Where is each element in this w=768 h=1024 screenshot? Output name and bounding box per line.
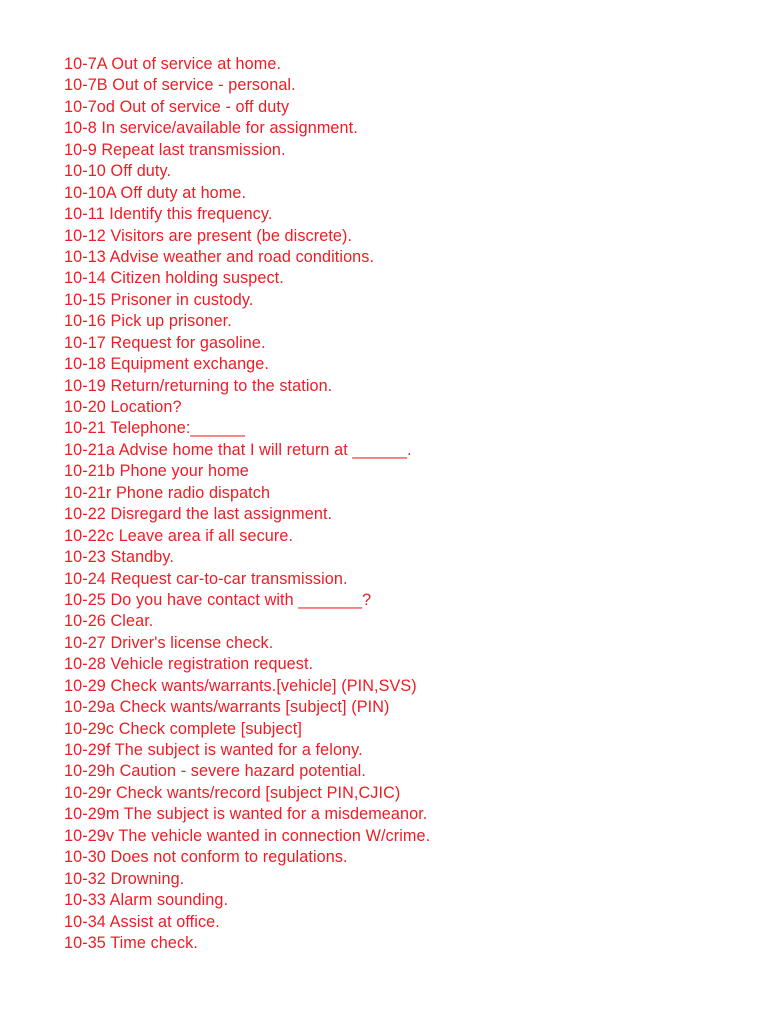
code-line: 10-21 Telephone:______	[64, 419, 246, 438]
code-line: 10-22 Disregard the last assignment.	[64, 505, 333, 524]
code-line: 10-18 Equipment exchange.	[64, 355, 269, 374]
code-line: 10-35 Time check.	[64, 933, 198, 952]
code-line: 10-29a Check wants/warrants [subject] (PIN)	[64, 698, 390, 717]
code-line: 10-27 Driver's license check.	[64, 633, 274, 652]
code-line: 10-34 Assist at office.	[64, 912, 220, 931]
code-line: 10-30 Does not conform to regulations.	[64, 848, 348, 867]
code-line: 10-21b Phone your home	[64, 462, 249, 481]
code-line: 10-7B Out of service - personal.	[64, 76, 296, 95]
code-line: 10-10A Off duty at home.	[64, 183, 247, 202]
code-line: 10-16 Pick up prisoner.	[64, 312, 232, 331]
code-line: 10-14 Citizen holding suspect.	[64, 269, 284, 288]
code-line: 10-29r Check wants/record [subject PIN,CJIC)	[64, 783, 401, 802]
code-line: 10-24 Request car-to-car transmission.	[64, 569, 348, 588]
code-line: 10-25 Do you have contact with _______?	[64, 590, 372, 609]
code-line: 10-19 Return/returning to the station.	[64, 376, 333, 395]
code-line: 10-26 Clear.	[64, 612, 154, 631]
code-line: 10-29c Check complete [subject]	[64, 719, 302, 738]
code-line: 10-29 Check wants/warrants.[vehicle] (PIN,SVS)	[64, 676, 417, 695]
code-line: 10-28 Vehicle registration request.	[64, 655, 314, 674]
code-line: 10-21r Phone radio dispatch	[64, 483, 271, 502]
code-line: 10-13 Advise weather and road conditions.	[64, 247, 375, 266]
code-line: 10-21a Advise home that I will return at ______.	[64, 440, 412, 459]
code-line: 10-7od Out of service - off duty	[64, 97, 290, 116]
code-line: 10-8 In service/available for assignment.	[64, 119, 358, 138]
code-line: 10-29m The subject is wanted for a misdemeanor.	[64, 805, 428, 824]
code-line: 10-22c Leave area if all secure.	[64, 526, 294, 545]
code-line: 10-10 Off duty.	[64, 162, 172, 181]
code-line: 10-20 Location?	[64, 398, 182, 416]
code-line: 10-15 Prisoner in custody.	[64, 290, 254, 309]
code-line: 10-23 Standby.	[64, 548, 174, 567]
code-line: 10-11 Identify this frequency.	[64, 205, 273, 224]
ten-code-list	[64, 54, 744, 954]
code-line: 10-29v The vehicle wanted in connection W/crime.	[64, 826, 431, 845]
code-line: 10-32 Drowning.	[64, 869, 185, 888]
code-line: 10-12 Visitors are present (be discrete).	[64, 226, 353, 245]
code-line: 10-9 Repeat last transmission.	[64, 140, 286, 159]
code-line: 10-29h Caution - severe hazard potential.	[64, 762, 366, 781]
code-line: 10-7A Out of service at home.	[64, 55, 282, 73]
code-line: 10-29f The subject is wanted for a felony.	[64, 741, 363, 759]
code-line: 10-17 Request for gasoline.	[64, 333, 266, 352]
code-line: 10-33 Alarm sounding.	[64, 891, 229, 910]
